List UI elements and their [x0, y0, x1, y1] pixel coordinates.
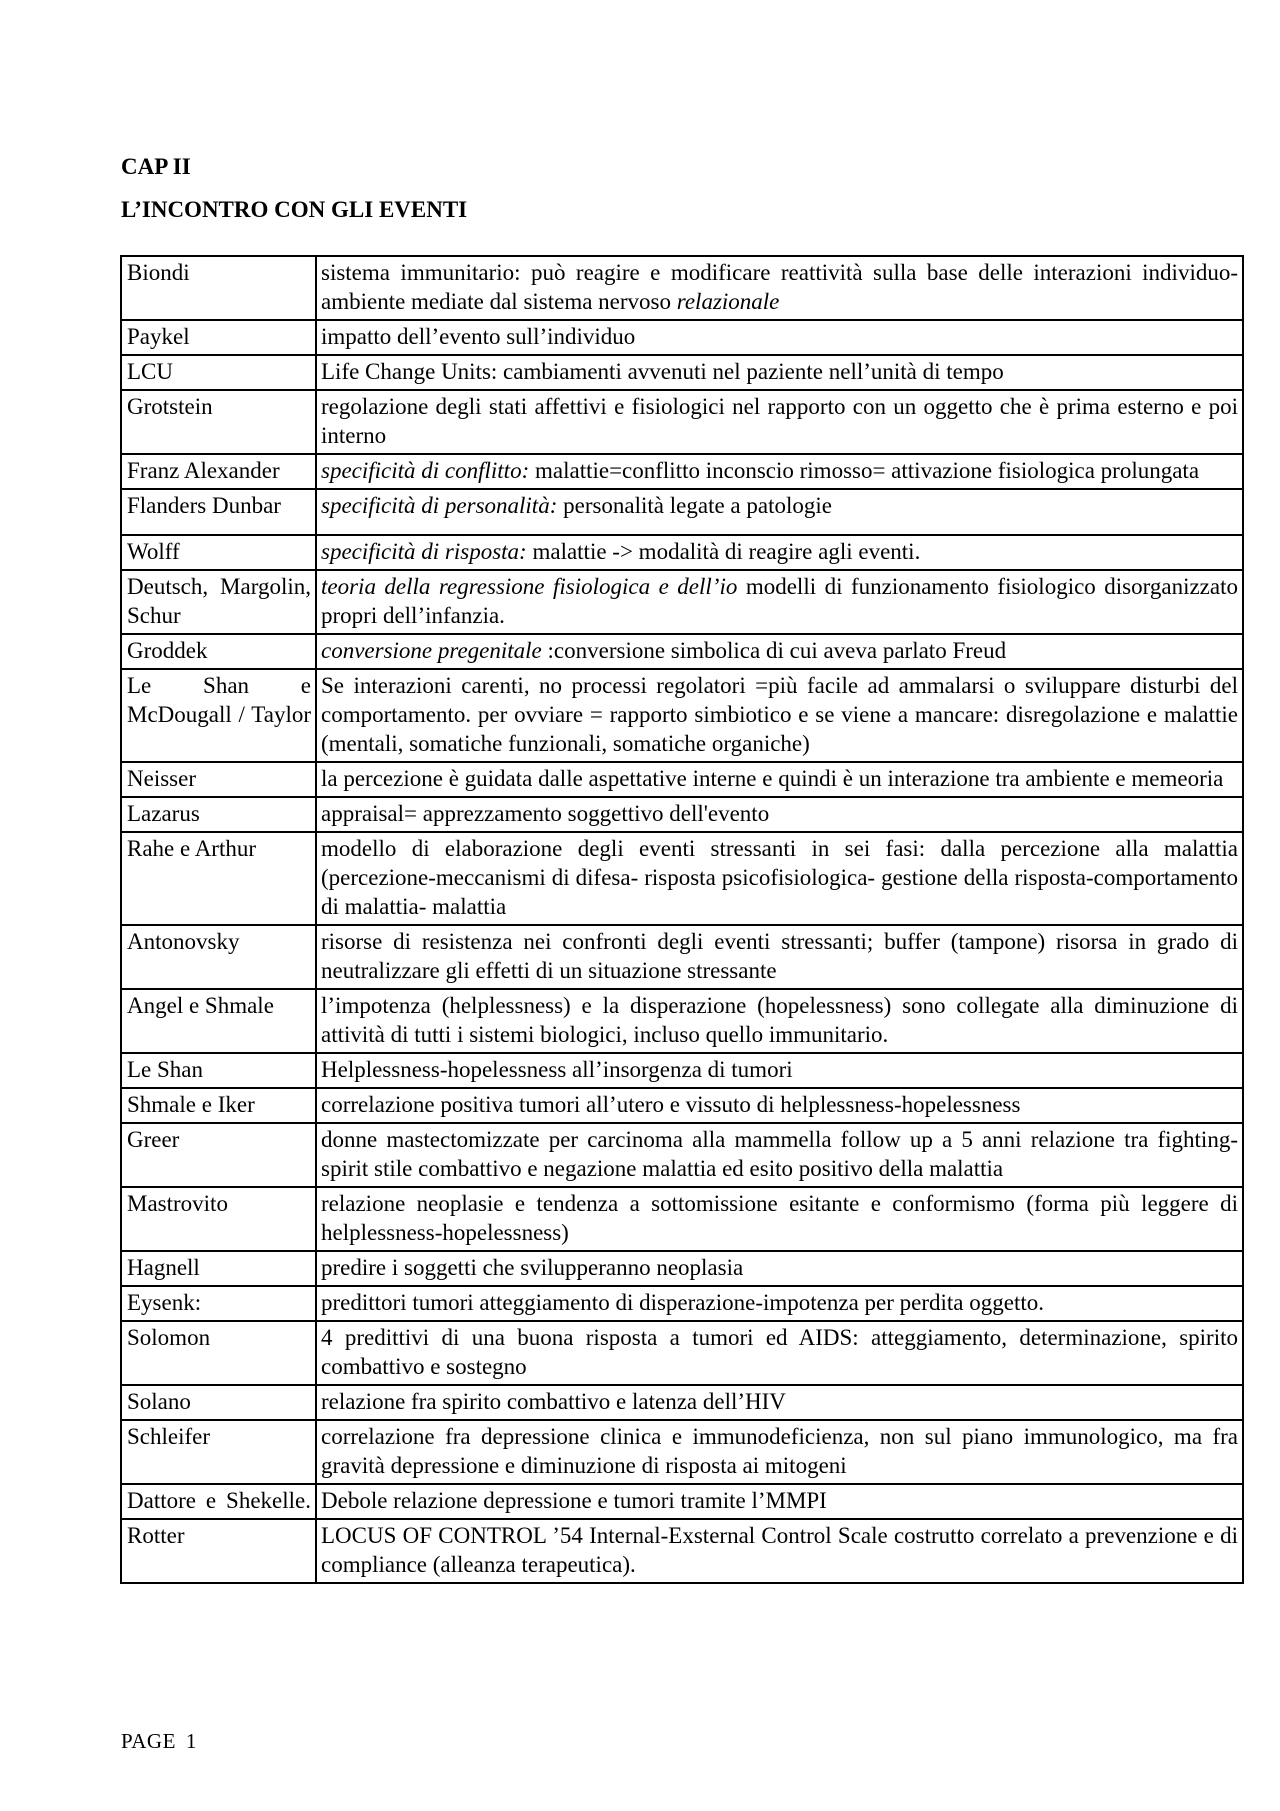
table-row [121, 1123, 1243, 1187]
table-row [121, 454, 1243, 489]
text-segment: Life Change Units: cambiamenti avvenuti nel paziente nell’unità di tempo [321, 359, 1004, 384]
description-cell [316, 355, 1243, 390]
author-cell: Solomon [121, 1321, 316, 1385]
text-segment: personalità legate a patologie [557, 493, 832, 518]
text-segment: l’impotenza (helplessness) e la disperazione (hopelessness) sono collegate alla diminuzione di attività di tutti i sistemi biologici, incluso quello immunitario. [321, 993, 1238, 1047]
author-cell: Mastrovito [121, 1187, 316, 1251]
description-cell [316, 989, 1243, 1053]
author-cell: LCU [121, 355, 316, 390]
description-cell [316, 669, 1243, 762]
chapter-heading: CAP II [121, 154, 191, 179]
description-cell [316, 1286, 1243, 1321]
italic-text: specificità di risposta: [321, 539, 527, 564]
text-segment: LOCUS OF CONTROL ’54 Internal-Exsternal Control Scale costrutto correlato a prevenzione e di compliance (alleanza terapeutica). [321, 1523, 1238, 1577]
table-row [121, 762, 1243, 797]
authors-table [120, 255, 1244, 1584]
table-row [121, 832, 1243, 925]
text-segment: malattie -> modalità di reagire agli eventi. [526, 539, 921, 564]
table-row [121, 1484, 1243, 1519]
text-segment: impatto dell’evento sull’individuo [321, 324, 636, 349]
table-row [121, 1251, 1243, 1286]
table-row [121, 1420, 1243, 1484]
description-cell [316, 1053, 1243, 1088]
description-cell [316, 535, 1243, 570]
author-cell: Lazarus [121, 797, 316, 832]
description-cell [316, 1251, 1243, 1286]
table-row [121, 1286, 1243, 1321]
text-segment: risorse di resistenza nei confronti degli eventi stressanti; buffer (tampone) risorsa in grado di neutralizzare gli effetti di un situazione stressante [321, 929, 1238, 983]
author-cell: Paykel [121, 320, 316, 355]
italic-text: teoria della regressione fisiologica e dell’io [321, 574, 738, 599]
text-segment: appraisal= apprezzamento soggettivo dell'evento [321, 801, 770, 826]
table-row [121, 1385, 1243, 1420]
table-row [121, 1187, 1243, 1251]
author-cell: Deutsch, Margolin, Schur [121, 570, 316, 634]
text-segment: relazione neoplasie e tendenza a sottomissione esitante e conformismo (forma più leggere di helplessness-hopelessness) [321, 1191, 1238, 1245]
chapter-title: L’INCONTRO CON GLI EVENTI [121, 197, 468, 222]
description-cell [316, 1321, 1243, 1385]
table-row [121, 535, 1243, 570]
author-cell: Greer [121, 1123, 316, 1187]
text-segment: regolazione degli stati affettivi e fisiologici nel rapporto con un oggetto che è prima esterno e poi interno [321, 394, 1238, 448]
table-row [121, 1088, 1243, 1123]
author-cell: Schleifer [121, 1420, 316, 1484]
author-cell: Solano [121, 1385, 316, 1420]
text-segment: relazione fra spirito combattivo e latenza dell’HIV [321, 1389, 786, 1414]
page-number: 1 [185, 1729, 197, 1753]
italic-text: specificità di conflitto: [321, 458, 530, 483]
description-cell [316, 570, 1243, 634]
text-segment: predire i soggetti che svilupperanno neoplasia [321, 1255, 744, 1280]
author-cell: Eysenk: [121, 1286, 316, 1321]
description-cell [316, 390, 1243, 454]
text-segment: correlazione positiva tumori all’utero e vissuto di helplessness-hopelessness [321, 1092, 1021, 1117]
author-cell: Shmale e Iker [121, 1088, 316, 1123]
text-segment: Helplessness-hopelessness all’insorgenza di tumori [321, 1057, 793, 1082]
text-segment: :conversione simbolica di cui aveva parlato Freud [541, 638, 1007, 663]
description-cell [316, 1088, 1243, 1123]
author-cell: Wolff [121, 535, 316, 570]
table-row [121, 797, 1243, 832]
italic-text: conversione pregenitale [321, 638, 542, 663]
author-cell: Biondi [121, 256, 316, 320]
author-cell: Franz Alexander [121, 454, 316, 489]
table-row [121, 669, 1243, 762]
table-row [121, 989, 1243, 1053]
author-cell: Grotstein [121, 390, 316, 454]
description-cell [316, 256, 1243, 320]
page-footer [121, 1729, 197, 1754]
page-label: PAGE [121, 1729, 176, 1753]
author-cell: Le Shan [121, 1053, 316, 1088]
italic-text: specificità di personalità: [321, 493, 558, 518]
table-row [121, 355, 1243, 390]
description-cell [316, 489, 1243, 535]
description-cell [316, 797, 1243, 832]
text-segment: Debole relazione depressione e tumori tramite l’MMPI [321, 1488, 827, 1513]
description-cell [316, 634, 1243, 669]
description-cell [316, 454, 1243, 489]
author-cell: Neisser [121, 762, 316, 797]
author-cell: Hagnell [121, 1251, 316, 1286]
author-cell: Angel e Shmale [121, 989, 316, 1053]
authors-table-body [121, 256, 1243, 1583]
text-segment: Se interazioni carenti, no processi regolatori =più facile ad ammalarsi o sviluppare disturbi del comportamento. per ovviare = rapporto simbiotico e se viene a mancare: disregolazione e malattie (mentali, somatiche funzionali, somatiche organiche) [321, 673, 1238, 756]
text-segment: sistema immunitario: può reagire e modificare reattività sulla base delle interazioni individuo-ambiente mediate dal sistema nervoso [321, 260, 1238, 314]
text-segment: 4 predittivi di una buona risposta a tumori ed AIDS: atteggiamento, determinazione, spirito combattivo e sostegno [321, 1325, 1238, 1379]
description-cell [316, 1385, 1243, 1420]
author-cell: Rahe e Arthur [121, 832, 316, 925]
description-cell [316, 1187, 1243, 1251]
description-cell [316, 832, 1243, 925]
description-cell [316, 1484, 1243, 1519]
table-row [121, 570, 1243, 634]
table-row [121, 489, 1243, 535]
description-cell [316, 1123, 1243, 1187]
table-row [121, 634, 1243, 669]
table-row [121, 1321, 1243, 1385]
table-row [121, 1053, 1243, 1088]
author-cell: Groddek [121, 634, 316, 669]
description-cell [316, 320, 1243, 355]
italic-text: relazionale [676, 289, 780, 314]
text-segment: la percezione è guidata dalle aspettative interne e quindi è un interazione tra ambiente e memeoria [321, 766, 1224, 791]
description-cell [316, 925, 1243, 989]
author-cell: Le Shan e McDougall / Taylor [121, 669, 316, 762]
text-segment: predittori tumori atteggiamento di disperazione-impotenza per perdita oggetto. [321, 1290, 1044, 1315]
table-row [121, 320, 1243, 355]
text-segment: malattie=conflitto inconscio rimosso= attivazione fisiologica prolungata [529, 458, 1200, 483]
description-cell [316, 1519, 1243, 1583]
table-row [121, 390, 1243, 454]
text-segment: correlazione fra depressione clinica e immunodeficienza, non sul piano immunologico, ma fra gravità depressione e diminuzione di risposta ai mitogeni [321, 1424, 1238, 1478]
text-segment: modello di elaborazione degli eventi stressanti in sei fasi: dalla percezione alla malattia (percezione-meccanismi di difesa- risposta psicofisiologica- gestione della risposta-comportamento di malattia- malattia [321, 836, 1238, 919]
author-cell: Rotter [121, 1519, 316, 1583]
table-row [121, 256, 1243, 320]
author-cell: Antonovsky [121, 925, 316, 989]
text-segment: donne mastectomizzate per carcinoma alla mammella follow up a 5 anni relazione tra fighting-spirit stile combattivo e negazione malattia ed esito positivo della malattia [321, 1127, 1238, 1181]
description-cell [316, 1420, 1243, 1484]
author-cell: Flanders Dunbar [121, 489, 316, 535]
description-cell [316, 762, 1243, 797]
author-cell: Dattore e Shekelle. [121, 1484, 316, 1519]
table-row [121, 925, 1243, 989]
table-row [121, 1519, 1243, 1583]
text-segment: modelli di funzionamento fisiologico disorganizzato propri dell’infanzia. [321, 574, 1238, 628]
